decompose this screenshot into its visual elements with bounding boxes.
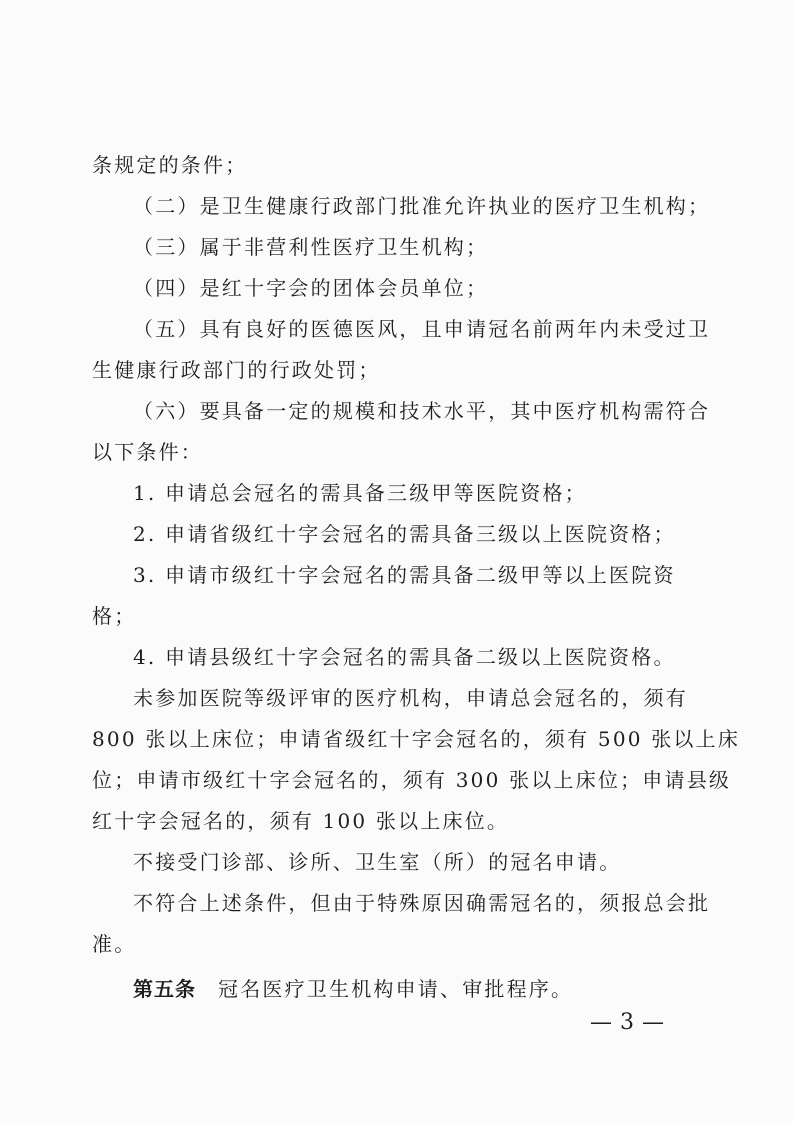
text-line-5: （五）具有良好的医德医风，且申请冠名前两年内未受过卫 xyxy=(133,317,711,341)
text-line-4: （四）是红十字会的团体会员单位； xyxy=(133,276,489,300)
text-line-10: 2. 申请省级红十字会冠名的需具备三级以上医院资格； xyxy=(133,522,676,546)
article-text: 冠名医疗卫生机构申请、审批程序。 xyxy=(218,977,574,1001)
text-line-7: （六）要具备一定的规模和技术水平，其中医疗机构需符合 xyxy=(133,399,711,423)
text-line-12: 格； xyxy=(92,604,137,628)
page-number: — 3 — xyxy=(590,1010,665,1035)
text-line-9: 1. 申请总会冠名的需具备三级甲等医院资格； xyxy=(133,481,587,505)
text-line-17: 红十字会冠名的，须有 100 张以上床位。 xyxy=(92,809,510,833)
article-heading: 第五条 xyxy=(133,977,196,1001)
text-line-18: 不接受门诊部、诊所、卫生室（所）的冠名申请。 xyxy=(133,850,622,874)
article-five xyxy=(133,974,693,1004)
text-line-16: 位；申请市级红十字会冠名的，须有 300 张以上床位；申请县级 xyxy=(92,768,732,792)
text-line-20: 准。 xyxy=(92,932,137,956)
text-line-3: （三）属于非营利性医疗卫生机构； xyxy=(133,235,489,259)
text-line-13: 4. 申请县级红十字会冠名的需具备二级以上医院资格。 xyxy=(133,645,676,669)
text-line-14: 未参加医院等级评审的医疗机构，申请总会冠名的，须有 xyxy=(133,686,688,710)
text-line-15: 800 张以上床位；申请省级红十字会冠名的，须有 500 张以上床 xyxy=(92,727,741,751)
text-line-1: 条规定的条件； xyxy=(92,153,248,177)
text-line-19: 不符合上述条件，但由于特殊原因确需冠名的，须报总会批 xyxy=(133,891,711,915)
text-line-2: （二）是卫生健康行政部门批准允许执业的医疗卫生机构； xyxy=(133,194,711,218)
text-line-8: 以下条件： xyxy=(92,440,203,464)
text-line-11: 3. 申请市级红十字会冠名的需具备二级甲等以上医院资 xyxy=(133,563,676,587)
text-line-6: 生健康行政部门的行政处罚； xyxy=(92,358,381,382)
